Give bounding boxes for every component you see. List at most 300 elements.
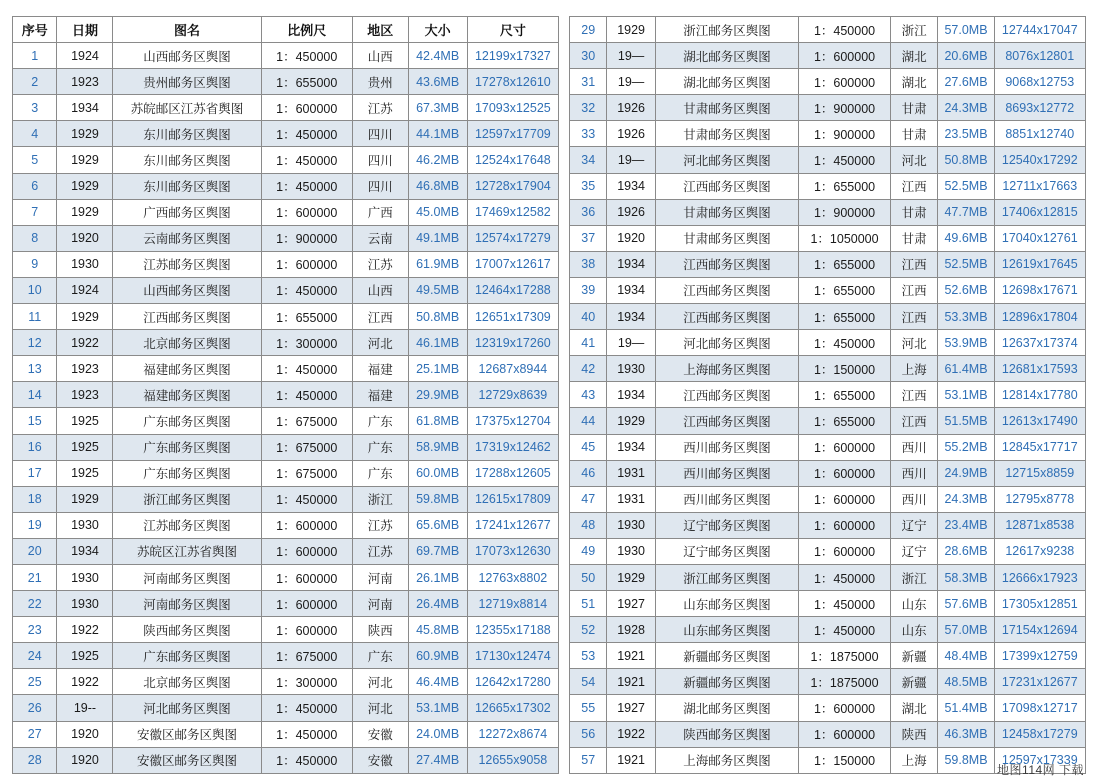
cell-size[interactable]: 49.6MB xyxy=(938,225,994,251)
cell-index[interactable]: 18 xyxy=(13,486,57,512)
cell-scale: 1：450000 xyxy=(799,617,891,643)
cell-dimensions[interactable]: 17007x12617 xyxy=(467,251,558,277)
cell-index[interactable]: 9 xyxy=(13,251,57,277)
column-header-size: 大小 xyxy=(408,17,467,43)
cell-index[interactable]: 1 xyxy=(13,43,57,69)
cell-map-name: 江西邮务区舆图 xyxy=(655,382,799,408)
cell-size[interactable]: 61.4MB xyxy=(938,356,994,382)
cell-size[interactable]: 69.7MB xyxy=(408,538,467,564)
table-body-left xyxy=(13,43,559,774)
cell-date: 1927 xyxy=(607,695,655,721)
cell-date: 1934 xyxy=(607,277,655,303)
cell-size[interactable]: 29.9MB xyxy=(408,382,467,408)
table-row[interactable] xyxy=(570,330,1086,356)
cell-index[interactable]: 7 xyxy=(13,199,57,225)
cell-index[interactable]: 39 xyxy=(570,277,607,303)
cell-dimensions[interactable]: 12464x17288 xyxy=(467,277,558,303)
cell-region: 广东 xyxy=(352,460,408,486)
cell-size[interactable]: 24.3MB xyxy=(938,486,994,512)
table-row[interactable] xyxy=(13,43,559,69)
table-row[interactable] xyxy=(570,304,1086,330)
cell-map-name: 新疆邮务区舆图 xyxy=(655,643,799,669)
cell-region: 陕西 xyxy=(352,617,408,643)
table-row[interactable] xyxy=(570,486,1086,512)
cell-index[interactable]: 22 xyxy=(13,591,57,617)
cell-dimensions[interactable]: 17231x12677 xyxy=(994,669,1085,695)
cell-index[interactable]: 52 xyxy=(570,617,607,643)
cell-dimensions[interactable]: 8693x12772 xyxy=(994,95,1085,121)
table-row[interactable] xyxy=(13,225,559,251)
cell-size[interactable]: 48.4MB xyxy=(938,643,994,669)
table-row[interactable] xyxy=(570,199,1086,225)
cell-date: 1934 xyxy=(607,304,655,330)
cell-dimensions[interactable]: 17305x12851 xyxy=(994,591,1085,617)
cell-size[interactable]: 57.0MB xyxy=(938,617,994,643)
cell-index[interactable]: 48 xyxy=(570,512,607,538)
cell-index[interactable]: 47 xyxy=(570,486,607,512)
table-row[interactable] xyxy=(570,147,1086,173)
cell-date: 1926 xyxy=(607,199,655,225)
cell-region: 河北 xyxy=(890,330,938,356)
table-row[interactable] xyxy=(13,304,559,330)
table-row[interactable] xyxy=(13,173,559,199)
cell-index[interactable]: 57 xyxy=(570,747,607,773)
cell-size[interactable]: 27.6MB xyxy=(938,69,994,95)
cell-size[interactable]: 60.9MB xyxy=(408,643,467,669)
cell-date: 1925 xyxy=(57,408,113,434)
cell-scale: 1：450000 xyxy=(261,43,352,69)
cell-date: 19— xyxy=(607,147,655,173)
cell-size[interactable]: 50.8MB xyxy=(408,304,467,330)
cell-dimensions[interactable]: 12642x17280 xyxy=(467,669,558,695)
cell-date: 1934 xyxy=(607,251,655,277)
cell-dimensions[interactable]: 12681x17593 xyxy=(994,356,1085,382)
table-row[interactable] xyxy=(570,382,1086,408)
cell-size[interactable]: 23.5MB xyxy=(938,121,994,147)
cell-region: 西川 xyxy=(890,460,938,486)
cell-region: 新疆 xyxy=(890,669,938,695)
cell-map-name: 云南邮务区舆图 xyxy=(113,225,261,251)
column-header-date: 日期 xyxy=(57,17,113,43)
cell-dimensions[interactable]: 12719x8814 xyxy=(467,591,558,617)
cell-size[interactable]: 50.8MB xyxy=(938,147,994,173)
cell-region: 江西 xyxy=(890,277,938,303)
table-row[interactable] xyxy=(570,95,1086,121)
cell-index[interactable]: 35 xyxy=(570,173,607,199)
cell-index[interactable]: 12 xyxy=(13,330,57,356)
cell-date: 1931 xyxy=(607,486,655,512)
cell-size[interactable]: 26.4MB xyxy=(408,591,467,617)
cell-index[interactable]: 54 xyxy=(570,669,607,695)
table-row[interactable] xyxy=(13,538,559,564)
cell-dimensions[interactable]: 12272x8674 xyxy=(467,721,558,747)
cell-dimensions[interactable]: 12687x8944 xyxy=(467,356,558,382)
table-row[interactable] xyxy=(570,617,1086,643)
cell-index[interactable]: 25 xyxy=(13,669,57,695)
cell-region: 新疆 xyxy=(890,643,938,669)
cell-dimensions[interactable]: 12896x17804 xyxy=(994,304,1085,330)
cell-date: 1934 xyxy=(607,434,655,460)
cell-size[interactable]: 57.0MB xyxy=(938,17,994,43)
cell-date: 1927 xyxy=(607,591,655,617)
cell-size[interactable]: 20.6MB xyxy=(938,43,994,69)
cell-dimensions[interactable]: 12715x8859 xyxy=(994,460,1085,486)
table-row[interactable] xyxy=(13,356,559,382)
cell-size[interactable]: 46.1MB xyxy=(408,330,467,356)
cell-region: 湖北 xyxy=(890,69,938,95)
cell-dimensions[interactable]: 12666x17923 xyxy=(994,564,1085,590)
cell-region: 浙江 xyxy=(890,17,938,43)
cell-scale: 1：655000 xyxy=(799,304,891,330)
table-row[interactable] xyxy=(570,173,1086,199)
table-row[interactable] xyxy=(13,121,559,147)
cell-size[interactable]: 46.4MB xyxy=(408,669,467,695)
cell-index[interactable]: 16 xyxy=(13,434,57,460)
cell-dimensions[interactable]: 12795x8778 xyxy=(994,486,1085,512)
cell-size[interactable]: 48.5MB xyxy=(938,669,994,695)
cell-map-name: 东川邮务区舆图 xyxy=(113,173,261,199)
cell-size[interactable]: 53.1MB xyxy=(938,382,994,408)
table-row[interactable] xyxy=(570,277,1086,303)
cell-size[interactable]: 49.1MB xyxy=(408,225,467,251)
cell-dimensions[interactable]: 12617x9238 xyxy=(994,538,1085,564)
cell-size[interactable]: 42.4MB xyxy=(408,43,467,69)
cell-index[interactable]: 20 xyxy=(13,538,57,564)
cell-dimensions[interactable]: 12524x17648 xyxy=(467,147,558,173)
cell-index[interactable]: 30 xyxy=(570,43,607,69)
cell-index[interactable]: 40 xyxy=(570,304,607,330)
table-row[interactable] xyxy=(570,434,1086,460)
cell-dimensions[interactable]: 12597x17339 xyxy=(994,747,1085,773)
table-row[interactable] xyxy=(570,512,1086,538)
cell-dimensions[interactable]: 17130x12474 xyxy=(467,643,558,669)
cell-dimensions[interactable]: 12655x9058 xyxy=(467,747,558,773)
cell-index[interactable]: 45 xyxy=(570,434,607,460)
cell-size[interactable]: 47.7MB xyxy=(938,199,994,225)
cell-index[interactable]: 36 xyxy=(570,199,607,225)
table-row[interactable] xyxy=(570,643,1086,669)
cell-scale: 1：1050000 xyxy=(799,225,891,251)
cell-size[interactable]: 45.8MB xyxy=(408,617,467,643)
table-row[interactable] xyxy=(13,460,559,486)
table-row[interactable] xyxy=(570,591,1086,617)
cell-size[interactable]: 60.0MB xyxy=(408,460,467,486)
cell-size[interactable]: 52.5MB xyxy=(938,251,994,277)
column-header-dimensions: 尺寸 xyxy=(467,17,558,43)
cell-dimensions[interactable]: 8076x12801 xyxy=(994,43,1085,69)
cell-index[interactable]: 15 xyxy=(13,408,57,434)
cell-dimensions[interactable]: 17375x12704 xyxy=(467,408,558,434)
cell-size[interactable]: 49.5MB xyxy=(408,277,467,303)
cell-scale: 1：1875000 xyxy=(799,669,891,695)
cell-size[interactable]: 44.1MB xyxy=(408,121,467,147)
cell-index[interactable]: 5 xyxy=(13,147,57,173)
cell-index[interactable]: 10 xyxy=(13,277,57,303)
cell-index[interactable]: 13 xyxy=(13,356,57,382)
cell-size[interactable]: 26.1MB xyxy=(408,564,467,590)
cell-dimensions[interactable]: 8851x12740 xyxy=(994,121,1085,147)
cell-scale: 1：450000 xyxy=(799,147,891,173)
cell-dimensions[interactable]: 12619x17645 xyxy=(994,251,1085,277)
cell-dimensions[interactable]: 12199x17327 xyxy=(467,43,558,69)
cell-size[interactable]: 46.8MB xyxy=(408,173,467,199)
cell-index[interactable]: 8 xyxy=(13,225,57,251)
cell-dimensions[interactable]: 12711x17663 xyxy=(994,173,1085,199)
table-row[interactable] xyxy=(570,356,1086,382)
cell-size[interactable]: 65.6MB xyxy=(408,512,467,538)
cell-index[interactable]: 33 xyxy=(570,121,607,147)
table-row[interactable] xyxy=(570,17,1086,43)
cell-index[interactable]: 42 xyxy=(570,356,607,382)
cell-region: 四川 xyxy=(352,121,408,147)
cell-dimensions[interactable]: 17288x12605 xyxy=(467,460,558,486)
table-row[interactable] xyxy=(13,617,559,643)
cell-date: 1926 xyxy=(607,121,655,147)
cell-size[interactable]: 45.0MB xyxy=(408,199,467,225)
cell-size[interactable]: 59.8MB xyxy=(938,747,994,773)
cell-scale: 1：600000 xyxy=(799,512,891,538)
cell-index[interactable]: 38 xyxy=(570,251,607,277)
cell-dimensions[interactable]: 12615x17809 xyxy=(467,486,558,512)
cell-dimensions[interactable]: 17098x12717 xyxy=(994,695,1085,721)
cell-dimensions[interactable]: 17073x12630 xyxy=(467,538,558,564)
cell-map-name: 苏皖邮区江苏省舆图 xyxy=(113,95,261,121)
cell-index[interactable]: 6 xyxy=(13,173,57,199)
cell-index[interactable]: 44 xyxy=(570,408,607,434)
cell-index[interactable]: 55 xyxy=(570,695,607,721)
cell-size[interactable]: 46.3MB xyxy=(938,721,994,747)
cell-index[interactable]: 53 xyxy=(570,643,607,669)
cell-region: 甘肃 xyxy=(890,199,938,225)
cell-region: 江西 xyxy=(890,173,938,199)
cell-dimensions[interactable]: 12651x17309 xyxy=(467,304,558,330)
cell-scale: 1：450000 xyxy=(261,173,352,199)
cell-dimensions[interactable]: 12597x17709 xyxy=(467,121,558,147)
cell-size[interactable]: 51.5MB xyxy=(938,408,994,434)
cell-size[interactable]: 67.3MB xyxy=(408,95,467,121)
cell-dimensions[interactable]: 17154x12694 xyxy=(994,617,1085,643)
cell-dimensions[interactable]: 12744x17047 xyxy=(994,17,1085,43)
table-row[interactable] xyxy=(13,695,559,721)
cell-dimensions[interactable]: 17278x12610 xyxy=(467,69,558,95)
cell-scale: 1：300000 xyxy=(261,669,352,695)
cell-index[interactable]: 41 xyxy=(570,330,607,356)
cell-dimensions[interactable]: 17093x12525 xyxy=(467,95,558,121)
cell-size[interactable]: 46.2MB xyxy=(408,147,467,173)
cell-dimensions[interactable]: 12355x17188 xyxy=(467,617,558,643)
cell-index[interactable]: 2 xyxy=(13,69,57,95)
cell-dimensions[interactable]: 17040x12761 xyxy=(994,225,1085,251)
cell-index[interactable]: 21 xyxy=(13,564,57,590)
table-row[interactable] xyxy=(13,747,559,773)
cell-size[interactable]: 23.4MB xyxy=(938,512,994,538)
cell-size[interactable]: 53.1MB xyxy=(408,695,467,721)
cell-index[interactable]: 27 xyxy=(13,721,57,747)
cell-dimensions[interactable]: 12637x17374 xyxy=(994,330,1085,356)
cell-scale: 1：1875000 xyxy=(799,643,891,669)
cell-dimensions[interactable]: 12319x17260 xyxy=(467,330,558,356)
cell-dimensions[interactable]: 12845x17717 xyxy=(994,434,1085,460)
cell-index[interactable]: 17 xyxy=(13,460,57,486)
table-row[interactable] xyxy=(13,669,559,695)
cell-dimensions[interactable]: 12763x8802 xyxy=(467,564,558,590)
cell-size[interactable]: 25.1MB xyxy=(408,356,467,382)
table-row[interactable] xyxy=(570,669,1086,695)
cell-map-name: 广西邮务区舆图 xyxy=(113,199,261,225)
cell-date: 1922 xyxy=(607,721,655,747)
cell-map-name: 陕西邮务区舆图 xyxy=(655,721,799,747)
table-row[interactable] xyxy=(13,69,559,95)
cell-index[interactable]: 29 xyxy=(570,17,607,43)
table-row[interactable] xyxy=(570,251,1086,277)
cell-size[interactable]: 61.9MB xyxy=(408,251,467,277)
table-row[interactable] xyxy=(13,330,559,356)
cell-size[interactable]: 52.6MB xyxy=(938,277,994,303)
cell-index[interactable]: 34 xyxy=(570,147,607,173)
table-row[interactable] xyxy=(13,382,559,408)
cell-dimensions[interactable]: 12728x17904 xyxy=(467,173,558,199)
table-row[interactable] xyxy=(13,564,559,590)
table-row[interactable] xyxy=(13,147,559,173)
cell-size[interactable]: 58.3MB xyxy=(938,564,994,590)
cell-index[interactable]: 19 xyxy=(13,512,57,538)
cell-scale: 1：600000 xyxy=(799,721,891,747)
cell-region: 辽宁 xyxy=(890,538,938,564)
cell-index[interactable]: 49 xyxy=(570,538,607,564)
table-row[interactable] xyxy=(13,721,559,747)
cell-index[interactable]: 56 xyxy=(570,721,607,747)
cell-scale: 1：450000 xyxy=(799,17,891,43)
cell-date: 1926 xyxy=(607,95,655,121)
cell-size[interactable]: 53.3MB xyxy=(938,304,994,330)
cell-map-name: 广东邮务区舆图 xyxy=(113,408,261,434)
cell-size[interactable]: 27.4MB xyxy=(408,747,467,773)
cell-index[interactable]: 51 xyxy=(570,591,607,617)
cell-index[interactable]: 23 xyxy=(13,617,57,643)
cell-dimensions[interactable]: 17241x12677 xyxy=(467,512,558,538)
cell-date: 1922 xyxy=(57,669,113,695)
cell-dimensions[interactable]: 17399x12759 xyxy=(994,643,1085,669)
cell-scale: 1：450000 xyxy=(261,121,352,147)
table-row[interactable] xyxy=(570,721,1086,747)
table-row[interactable] xyxy=(13,486,559,512)
cell-region: 广东 xyxy=(352,643,408,669)
cell-map-name: 甘肃邮务区舆图 xyxy=(655,225,799,251)
cell-dimensions[interactable]: 17406x12815 xyxy=(994,199,1085,225)
cell-scale: 1：600000 xyxy=(799,460,891,486)
cell-dimensions[interactable]: 12613x17490 xyxy=(994,408,1085,434)
cell-dimensions[interactable]: 17469x12582 xyxy=(467,199,558,225)
cell-map-name: 江西邮务区舆图 xyxy=(655,304,799,330)
table-row[interactable] xyxy=(570,408,1086,434)
table-row[interactable] xyxy=(13,277,559,303)
cell-dimensions[interactable]: 12871x8538 xyxy=(994,512,1085,538)
cell-size[interactable]: 51.4MB xyxy=(938,695,994,721)
table-row[interactable] xyxy=(13,199,559,225)
cell-index[interactable]: 31 xyxy=(570,69,607,95)
cell-index[interactable]: 11 xyxy=(13,304,57,330)
cell-index[interactable]: 3 xyxy=(13,95,57,121)
cell-region: 西川 xyxy=(890,486,938,512)
cell-index[interactable]: 50 xyxy=(570,564,607,590)
cell-map-name: 福建邮务区舆图 xyxy=(113,356,261,382)
cell-size[interactable]: 24.3MB xyxy=(938,95,994,121)
cell-dimensions[interactable]: 12698x17671 xyxy=(994,277,1085,303)
cell-dimensions[interactable]: 12458x17279 xyxy=(994,721,1085,747)
cell-dimensions[interactable]: 17319x12462 xyxy=(467,434,558,460)
cell-index[interactable]: 24 xyxy=(13,643,57,669)
cell-map-name: 西川邮务区舆图 xyxy=(655,460,799,486)
cell-dimensions[interactable]: 12574x17279 xyxy=(467,225,558,251)
cell-size[interactable]: 55.2MB xyxy=(938,434,994,460)
cell-region: 浙江 xyxy=(352,486,408,512)
cell-size[interactable]: 53.9MB xyxy=(938,330,994,356)
cell-dimensions[interactable]: 9068x12753 xyxy=(994,69,1085,95)
cell-region: 江西 xyxy=(890,251,938,277)
cell-dimensions[interactable]: 12729x8639 xyxy=(467,382,558,408)
cell-size[interactable]: 24.9MB xyxy=(938,460,994,486)
cell-index[interactable]: 43 xyxy=(570,382,607,408)
cell-index[interactable]: 14 xyxy=(13,382,57,408)
cell-size[interactable]: 61.8MB xyxy=(408,408,467,434)
table-row[interactable] xyxy=(570,695,1086,721)
cell-region: 江西 xyxy=(890,304,938,330)
cell-index[interactable]: 28 xyxy=(13,747,57,773)
table-row[interactable] xyxy=(13,251,559,277)
table-row[interactable] xyxy=(13,408,559,434)
table-row[interactable] xyxy=(13,643,559,669)
cell-region: 河北 xyxy=(352,669,408,695)
cell-index[interactable]: 26 xyxy=(13,695,57,721)
cell-size[interactable]: 58.9MB xyxy=(408,434,467,460)
cell-map-name: 上海邮务区舆图 xyxy=(655,356,799,382)
cell-region: 湖北 xyxy=(890,695,938,721)
cell-dimensions[interactable]: 12665x17302 xyxy=(467,695,558,721)
table-row[interactable] xyxy=(570,69,1086,95)
cell-index[interactable]: 32 xyxy=(570,95,607,121)
table-row[interactable] xyxy=(570,460,1086,486)
cell-dimensions[interactable]: 12540x17292 xyxy=(994,147,1085,173)
table-row[interactable] xyxy=(570,538,1086,564)
cell-size[interactable]: 24.0MB xyxy=(408,721,467,747)
cell-scale: 1：600000 xyxy=(799,434,891,460)
cell-size[interactable]: 28.6MB xyxy=(938,538,994,564)
cell-index[interactable]: 46 xyxy=(570,460,607,486)
cell-index[interactable]: 4 xyxy=(13,121,57,147)
table-row[interactable] xyxy=(13,434,559,460)
table-row[interactable] xyxy=(570,43,1086,69)
cell-size[interactable]: 52.5MB xyxy=(938,173,994,199)
cell-size[interactable]: 59.8MB xyxy=(408,486,467,512)
table-row[interactable] xyxy=(13,512,559,538)
table-row[interactable] xyxy=(570,121,1086,147)
table-row[interactable] xyxy=(570,564,1086,590)
cell-map-name: 东川邮务区舆图 xyxy=(113,121,261,147)
cell-size[interactable]: 57.6MB xyxy=(938,591,994,617)
cell-map-name: 甘肃邮务区舆图 xyxy=(655,121,799,147)
cell-region: 山西 xyxy=(352,43,408,69)
cell-region: 河南 xyxy=(352,564,408,590)
table-row[interactable] xyxy=(13,591,559,617)
table-row[interactable] xyxy=(570,225,1086,251)
cell-region: 山东 xyxy=(890,591,938,617)
cell-dimensions[interactable]: 12814x17780 xyxy=(994,382,1085,408)
cell-size[interactable]: 43.6MB xyxy=(408,69,467,95)
table-row[interactable] xyxy=(13,95,559,121)
cell-map-name: 河南邮务区舆图 xyxy=(113,564,261,590)
cell-index[interactable]: 37 xyxy=(570,225,607,251)
cell-map-name: 山西邮务区舆图 xyxy=(113,43,261,69)
